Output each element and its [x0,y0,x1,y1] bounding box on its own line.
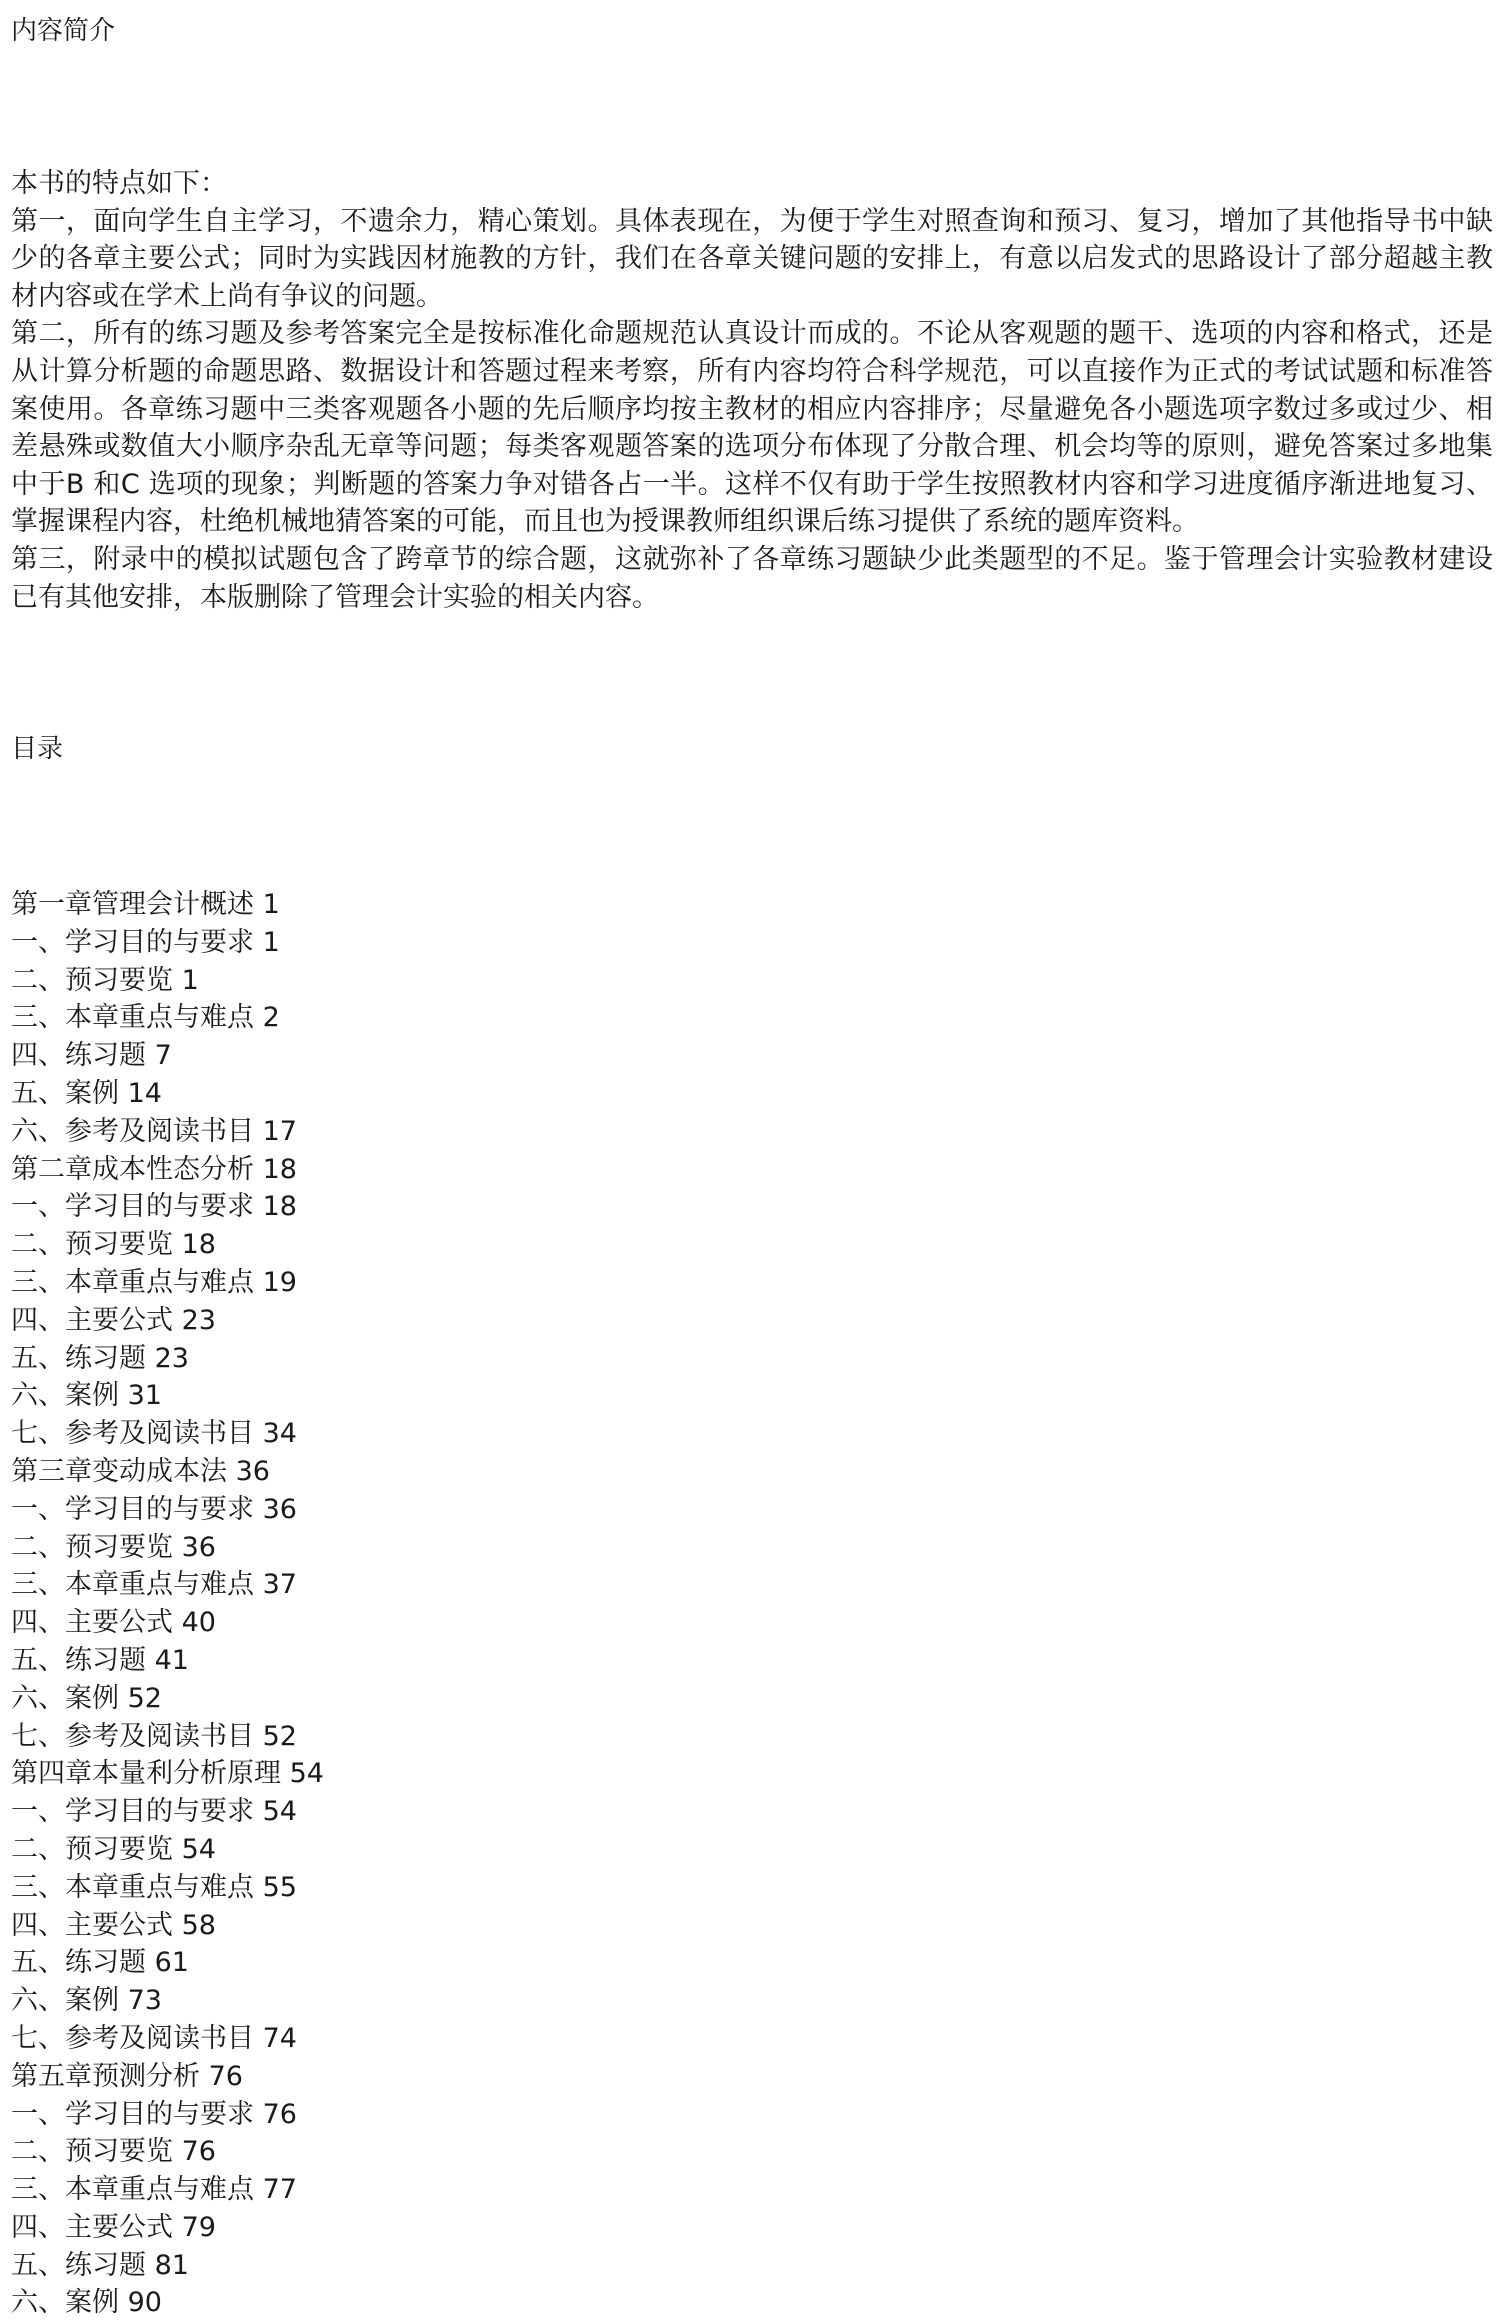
toc-entry: 第五章预测分析 76 [11,2060,243,2092]
toc-entry: 六、参考及阅读书目 17 [11,1115,297,1147]
toc-entry: 七、参考及阅读书目 34 [11,1418,297,1450]
toc-entry: 三、本章重点与难点 2 [11,1002,280,1034]
toc-heading: 目录 [11,734,64,764]
toc-entry: 一、学习目的与要求 1 [11,926,280,958]
toc-entry: 第一章管理会计概述 1 [11,889,280,920]
toc-entry: 二、预习要览 76 [11,2136,216,2168]
toc-entry: 五、练习题 81 [11,2249,189,2281]
toc-entry: 三、本章重点与难点 77 [11,2174,297,2206]
toc-entry: 三、本章重点与难点 19 [11,1266,297,1298]
intro-heading: 内容简介 [11,16,116,46]
toc-entry: 第三章变动成本法 36 [11,1455,270,1487]
toc-entry: 五、练习题 41 [11,1644,189,1676]
toc-entry: 第四章本量利分析原理 54 [11,1758,324,1790]
intro-paragraph: 第二，所有的练习题及参考答案完全是按标准化命题规范认真设计而成的。不论从客观题的题干、选项的内容和格式，还是从计算分析题的命题思路、数据设计和答题过程来考察，所有内容均符合科学规范，可以直接作为正式的考试试题和标准答案使用。各章练习题中三类客观题各小题的先后顺序均按主教材的相应内容排序；尽量避免各小题选项字数过多或过少、相差悬殊或数值大小顺序杂乱无章等问题；每类客观题答案的选项分布体现了分散合理、机会均等的原则，避免答案过多地集中于B 和C 选项的现象；判断题的答案力争对错各占一半。这样不仅有助于学生按照教材内容和学习进度循序渐进地复习、掌握课程内容，杜绝机械地猜答案的可能，而且也为授课教师组织课后练习提供了系统的题库资料。 [11,318,1493,538]
toc-entry: 六、案例 90 [11,2287,162,2319]
toc-entry: 四、主要公式 58 [11,1909,216,1941]
intro-paragraph: 第一，面向学生自主学习，不遗余力，精心策划。具体表现在，为便于学生对照查询和预习、复习，增加了其他指导书中缺少的各章主要公式；同时为实践因材施教的方针，我们在各章关键问题的安排上，有意以启发式的思路设计了部分超越主教材内容或在学术上尚有争议的问题。 [11,205,1493,312]
toc-entry: 六、案例 31 [11,1380,162,1412]
toc-entry: 四、练习题 7 [11,1040,172,1072]
toc-entry: 四、主要公式 40 [11,1607,216,1639]
toc-entry: 一、学习目的与要求 36 [11,1493,297,1525]
toc-entry: 三、本章重点与难点 37 [11,1569,297,1601]
toc-entry: 五、练习题 61 [11,1947,189,1979]
toc-entry: 三、本章重点与难点 55 [11,1871,297,1903]
intro-body [11,165,1493,616]
toc-entry: 二、预习要览 1 [11,964,199,996]
toc-entry: 六、案例 52 [11,1682,162,1714]
toc-entry: 七、参考及阅读书目 74 [11,2022,297,2054]
toc-entry: 第二章成本性态分析 18 [11,1153,297,1185]
toc-entry: 二、预习要览 54 [11,1833,216,1865]
toc-entry: 二、预习要览 18 [11,1229,216,1261]
intro-paragraph: 本书的特点如下： [11,168,227,199]
toc-entry: 五、练习题 23 [11,1342,189,1374]
toc-entry: 五、案例 14 [11,1077,162,1109]
toc-entry: 六、案例 73 [11,1985,162,2017]
toc-entry: 二、预习要览 36 [11,1531,216,1563]
toc-entry: 四、主要公式 79 [11,2211,216,2243]
toc-entry: 一、学习目的与要求 76 [11,2098,297,2130]
table-of-contents [11,886,711,2322]
toc-entry: 一、学习目的与要求 18 [11,1191,297,1223]
intro-paragraph: 第三，附录中的模拟试题包含了跨章节的综合题，这就弥补了各章练习题缺少此类题型的不足。鉴于管理会计实验教材建设已有其他安排，本版删除了管理会计实验的相关内容。 [11,543,1493,613]
toc-entry: 四、主要公式 23 [11,1304,216,1336]
toc-entry: 一、学习目的与要求 54 [11,1796,297,1828]
toc-entry: 七、参考及阅读书目 52 [11,1720,297,1752]
